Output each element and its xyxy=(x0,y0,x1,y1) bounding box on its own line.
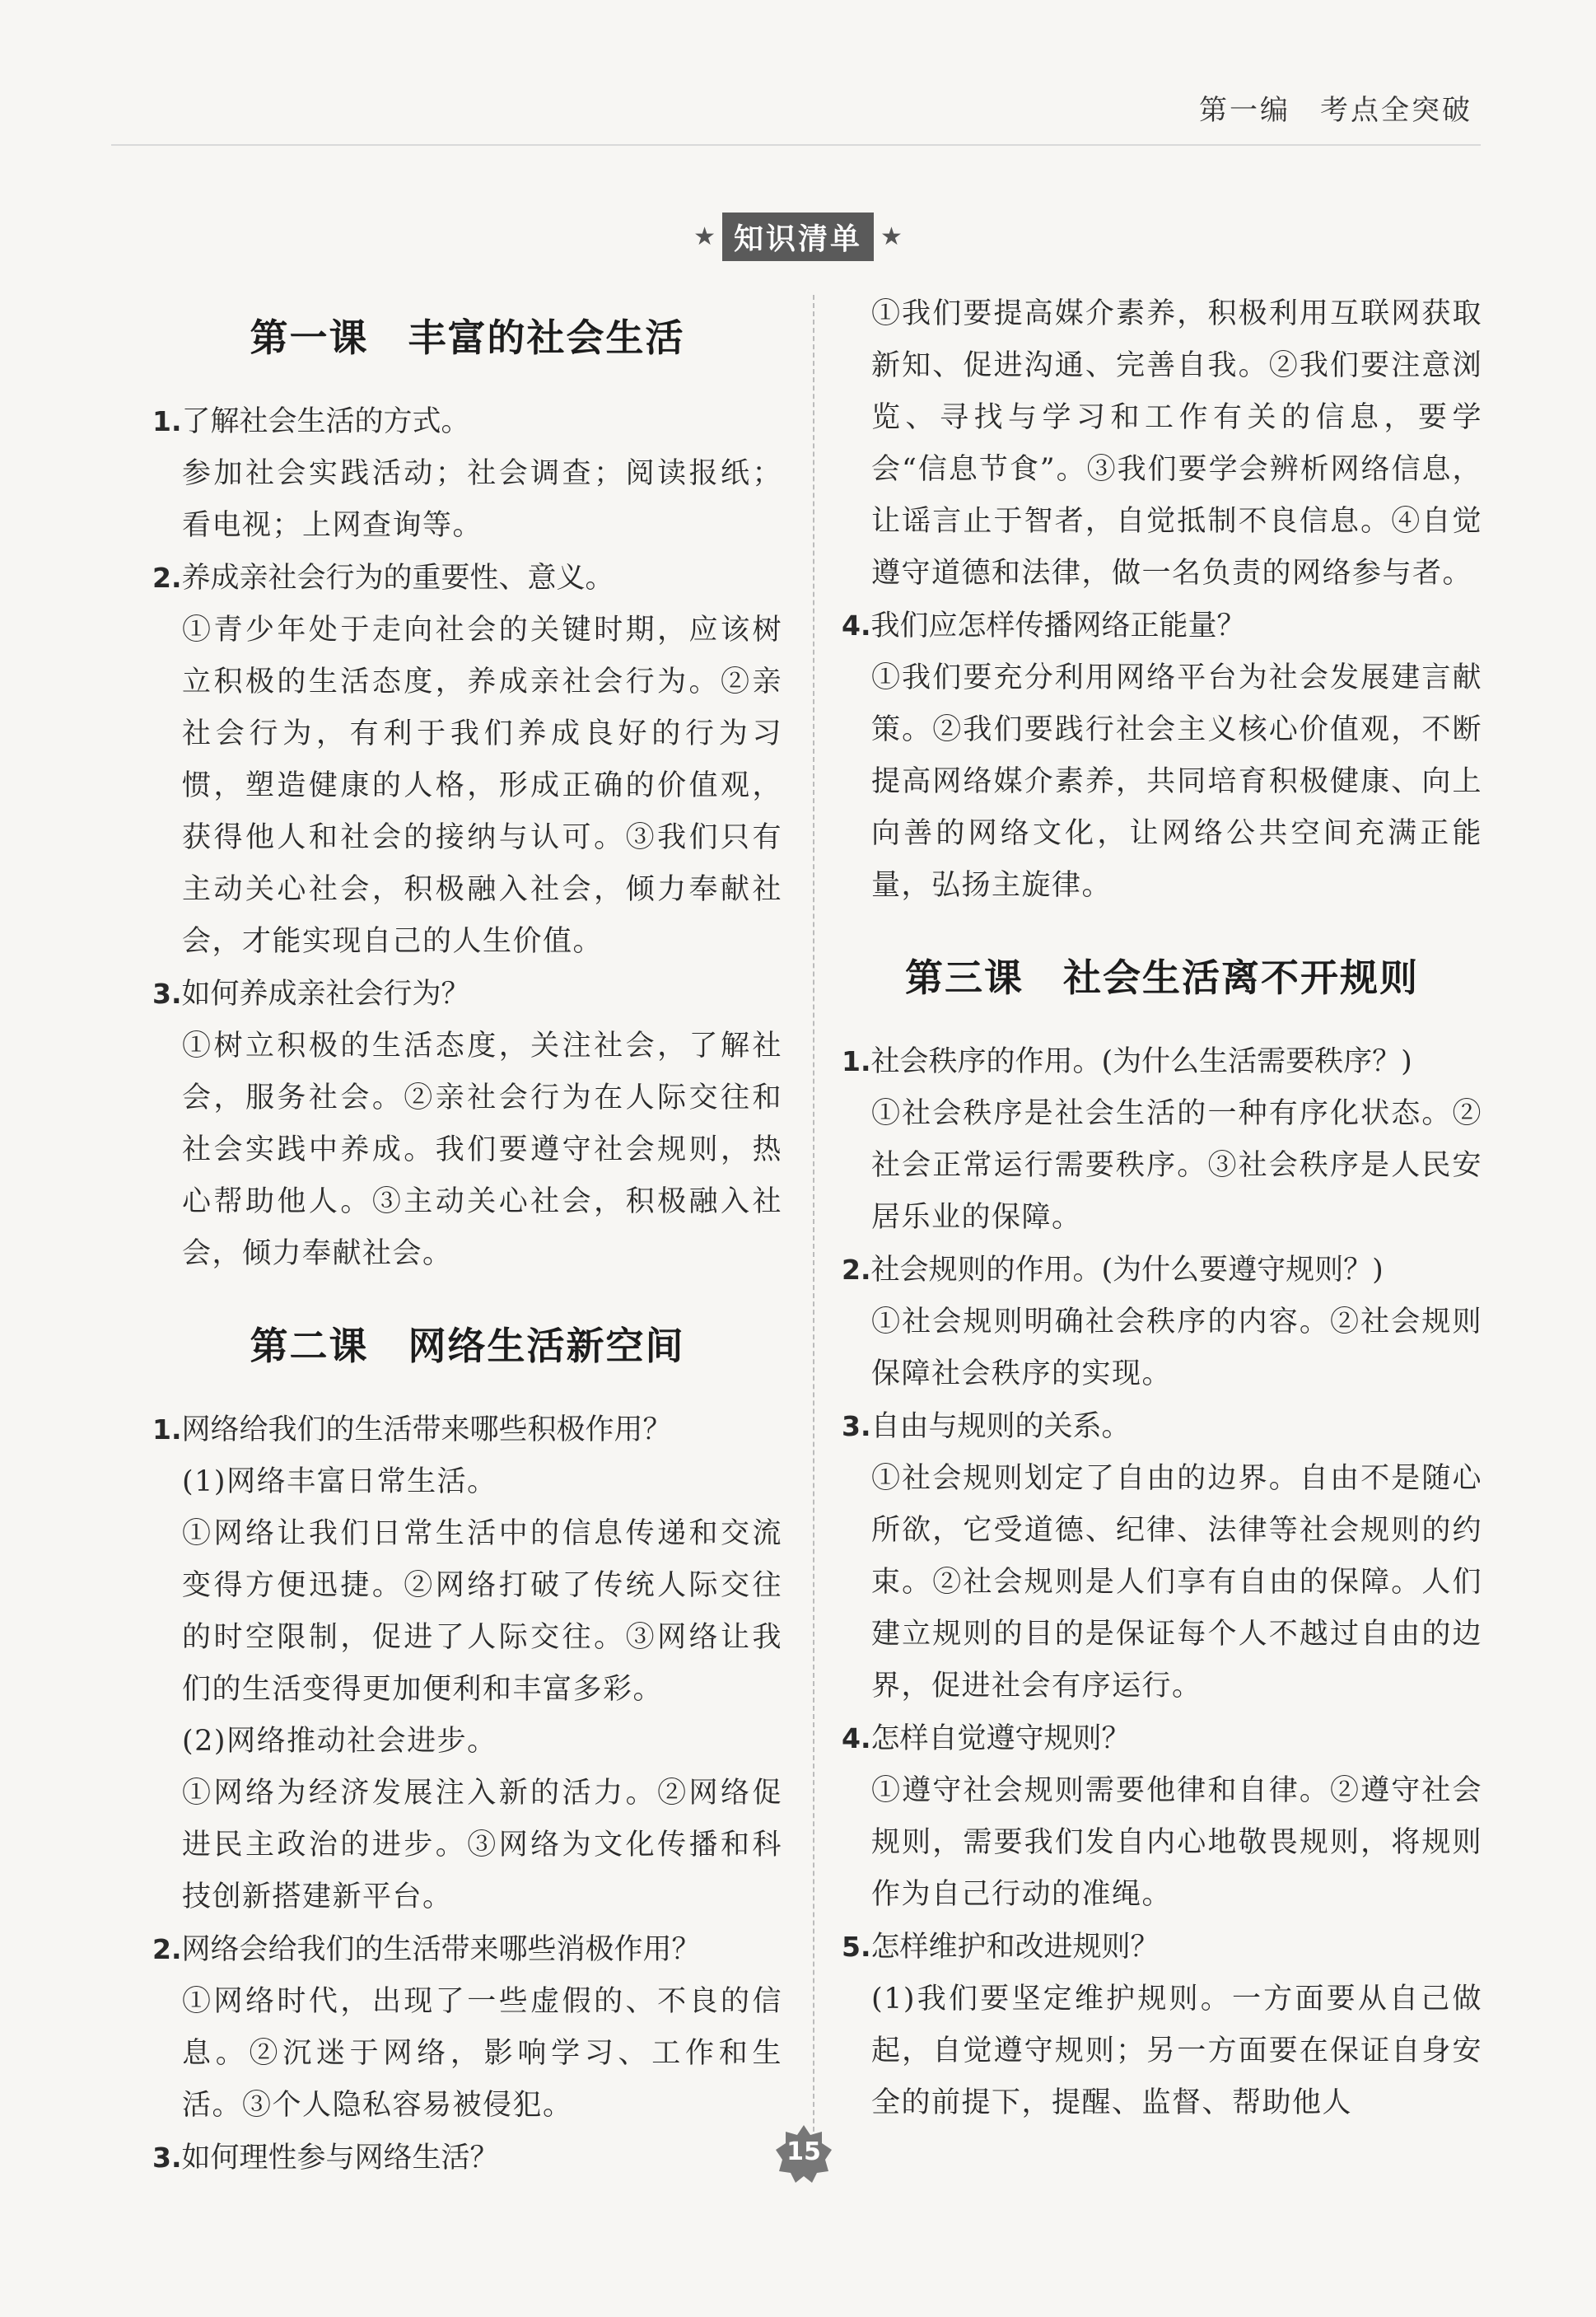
question xyxy=(152,1923,782,1976)
question-number: 1. xyxy=(152,405,182,437)
lesson-title: 第二课 网络生活新空间 xyxy=(250,1324,685,1368)
question xyxy=(152,2132,782,2184)
question-text: 如何养成亲社会行为？ xyxy=(181,978,470,1011)
question-text: 怎样自觉遵守规则？ xyxy=(870,1722,1131,1755)
question-number: 1. xyxy=(842,1045,871,1077)
answer: ①网络时代，出现了一些虚假的、不良的信息。②沉迷于网络，影响学习、工作和生活。③个人隐私容易被侵犯。 xyxy=(182,1985,782,2122)
question-number: 3. xyxy=(842,1410,871,1442)
question-text: 怎样维护和改进规则？ xyxy=(870,1931,1160,1964)
question-text: 如何理性参与网络生活？ xyxy=(181,2142,499,2175)
header-section: 考点全突破 xyxy=(1320,94,1472,127)
answer: ①我们要充分利用网络平台为社会发展建言献策。②我们要践行社会主义核心价值观，不断提高网络媒介素养，共同培育积极健康、向上向善的网络文化，让网络公共空间充满正能量，弘扬主旋律。 xyxy=(871,661,1482,902)
question xyxy=(842,1921,1482,1974)
question xyxy=(152,968,782,1021)
question xyxy=(842,1712,1482,1765)
question-text: 养成亲社会行为的重要性、意义。 xyxy=(181,562,614,595)
answer: ①青少年处于走向社会的关键时期，应该树立积极的生活态度，养成亲社会行为。②亲社会行为，有利于我们养成良好的行为习惯，塑造健康的人格，形成正确的价值观，获得他人和社会的接纳与认可。③我们只有主动关心社会，积极融入社会，倾力奉献社会，才能实现自己的人生价值。 xyxy=(182,614,782,958)
header-part: 第一编 xyxy=(1199,94,1290,127)
lesson-title: 第三课 社会生活离不开规则 xyxy=(905,955,1419,1000)
header-rule xyxy=(111,144,1481,146)
answer: 参加社会实践活动；社会调查；阅读报纸；看电视；上网查询等。 xyxy=(182,457,782,542)
star-icon: ★ xyxy=(693,222,716,251)
answer: ①我们要提高媒介素养，积极利用互联网获取新知、促进沟通、完善自我。②我们要注意浏览、寻找与学习和工作有关的信息，要学会“信息节食”。③我们要学会辨析网络信息，让谣言止于智者，自觉抵制不良信息。④自觉遵守道德和法律，做一名负责的网络参与者。 xyxy=(871,297,1482,590)
answer: ①网络让我们日常生活中的信息传递和交流变得方便迅捷。②网络打破了传统人际交往的时空限制，促进了人际交往。③网络让我们的生活变得更加便利和丰富多彩。 xyxy=(182,1517,782,1706)
answer: ①社会规则明确社会秩序的内容。②社会规则保障社会秩序的实现。 xyxy=(871,1306,1482,1390)
question-number: 3. xyxy=(152,2142,182,2174)
question-number: 2. xyxy=(152,562,182,594)
answer-subheading: (1)网络丰富日常生活。 xyxy=(182,1465,497,1498)
answer-subheading: (2)网络推动社会进步。 xyxy=(182,1725,497,1758)
question xyxy=(842,1244,1482,1296)
page-number-badge xyxy=(774,2123,833,2183)
answer: ①遵守社会规则需要他律和自律。②遵守社会规则，需要我们发自内心地敬畏规则，将规则作为自己行动的准绳。 xyxy=(871,1774,1482,1911)
question xyxy=(842,1400,1482,1453)
question-text: 社会秩序的作用。(为什么生活需要秩序？) xyxy=(870,1045,1412,1078)
question-number: 1. xyxy=(152,1413,182,1446)
question-number: 5. xyxy=(842,1931,871,1963)
question-number: 4. xyxy=(842,610,871,642)
right-column xyxy=(842,288,1482,2129)
question-text: 自由与规则的关系。 xyxy=(870,1410,1131,1443)
question xyxy=(152,552,782,605)
running-header xyxy=(1199,87,1472,128)
question-text: 网络给我们的生活带来哪些积极作用？ xyxy=(181,1413,672,1446)
question-number: 4. xyxy=(842,1722,871,1754)
column-divider xyxy=(813,295,814,2173)
banner-title: 知识清单 xyxy=(722,213,874,261)
page-number: 15 xyxy=(786,2137,821,2166)
question-text: 了解社会生活的方式。 xyxy=(181,405,470,438)
answer: ①社会秩序是社会生活的一种有序化状态。②社会正常运行需要秩序。③社会秩序是人民安居乐业的保障。 xyxy=(871,1097,1482,1234)
answer: (1)我们要坚定维护规则。一方面要从自己做起，自觉遵守规则；另一方面要在保证自身安全的前提下，提醒、监督、帮助他人 xyxy=(871,1983,1482,2119)
question-text: 网络会给我们的生活带来哪些消极作用？ xyxy=(181,1933,701,1966)
star-icon: ★ xyxy=(880,222,903,251)
answer: ①社会规则划定了自由的边界。自由不是随心所欲，它受道德、纪律、法律等社会规则的约束。②社会规则是人们享有自由的保障。人们建立规则的目的是保证每个人不越过自由的边界，促进社会有序运行。 xyxy=(871,1462,1482,1703)
question-number: 3. xyxy=(152,978,182,1010)
question xyxy=(152,395,782,448)
question-text: 我们应怎样传播网络正能量？ xyxy=(870,610,1246,642)
question-text: 社会规则的作用。(为什么要遵守规则？) xyxy=(870,1254,1384,1287)
question-number: 2. xyxy=(842,1254,871,1286)
question xyxy=(842,600,1482,652)
answer: ①树立积极的生活态度，关注社会，了解社会，服务社会。②亲社会行为在人际交往和社会实践中养成。我们要遵守社会规则，热心帮助他人。③主动关心社会，积极融入社会，倾力奉献社会。 xyxy=(182,1030,782,1270)
question xyxy=(152,1404,782,1456)
lesson-title: 第一课 丰富的社会生活 xyxy=(250,315,685,360)
question xyxy=(842,1035,1482,1088)
section-banner xyxy=(0,213,1596,261)
question-number: 2. xyxy=(152,1933,182,1965)
answer: ①网络为经济发展注入新的活力。②网络促进民主政治的进步。③网络为文化传播和科技创新搭建新平台。 xyxy=(182,1777,782,1913)
left-column xyxy=(152,272,782,2184)
